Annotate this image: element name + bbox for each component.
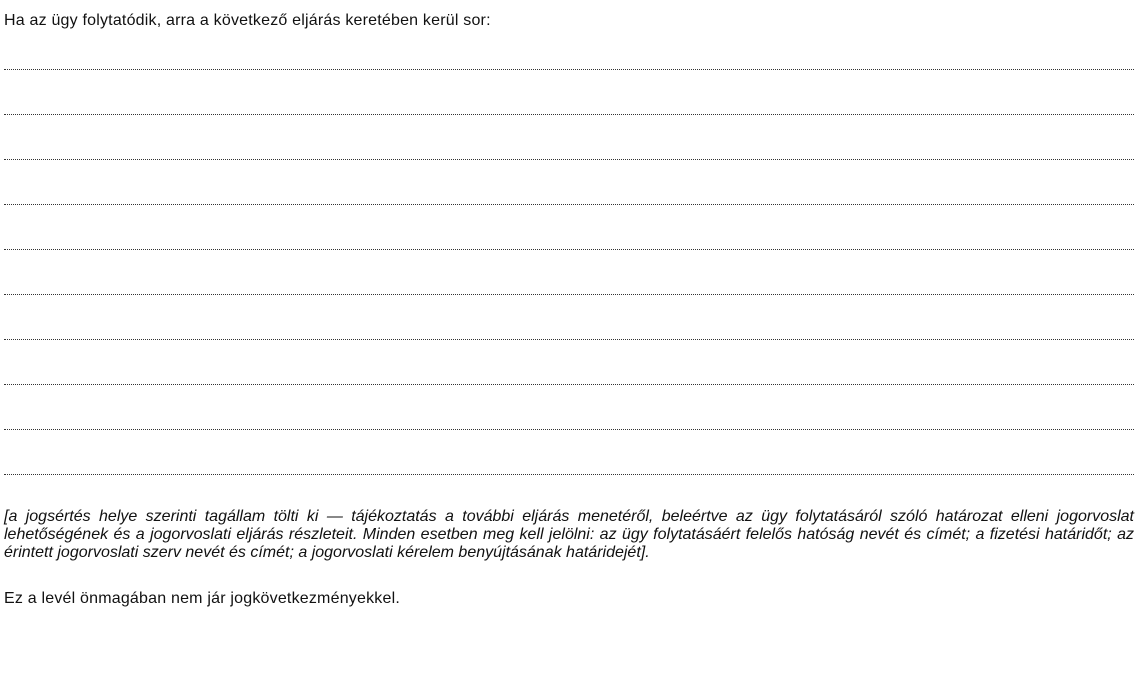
dotted-line bbox=[4, 250, 1134, 295]
fill-in-lines bbox=[4, 56, 1134, 475]
dotted-line bbox=[4, 340, 1134, 385]
intro-text: Ha az ügy folytatódik, arra a következő eljárás keretében kerül sor: bbox=[4, 12, 491, 29]
dotted-line bbox=[4, 205, 1134, 250]
dotted-line bbox=[4, 385, 1134, 430]
closing-text: Ez a levél önmagában nem jár jogkövetkezményekkel. bbox=[4, 590, 400, 607]
dotted-line bbox=[4, 430, 1134, 475]
dotted-line bbox=[4, 160, 1134, 205]
dotted-line bbox=[4, 56, 1134, 70]
dotted-line bbox=[4, 70, 1134, 115]
instructions-text: [a jogsértés helye szerinti tagállam tölti ki — tájékoztatás a további eljárás menetéről, beleértve az ügy folytatásáról szóló határozat elleni jogorvoslat lehetőségének és a jogorvoslati eljárás részleteit. Minden esetben meg kell jelölni: az ügy folytatásáért felelős hatóság nevét és címét; a fizetési határidőt; az érintett jogorvoslati szerv nevét és címét; a jogorvoslati kérelem benyújtásának határidejét]. bbox=[4, 508, 1134, 561]
dotted-line bbox=[4, 295, 1134, 340]
dotted-line bbox=[4, 115, 1134, 160]
